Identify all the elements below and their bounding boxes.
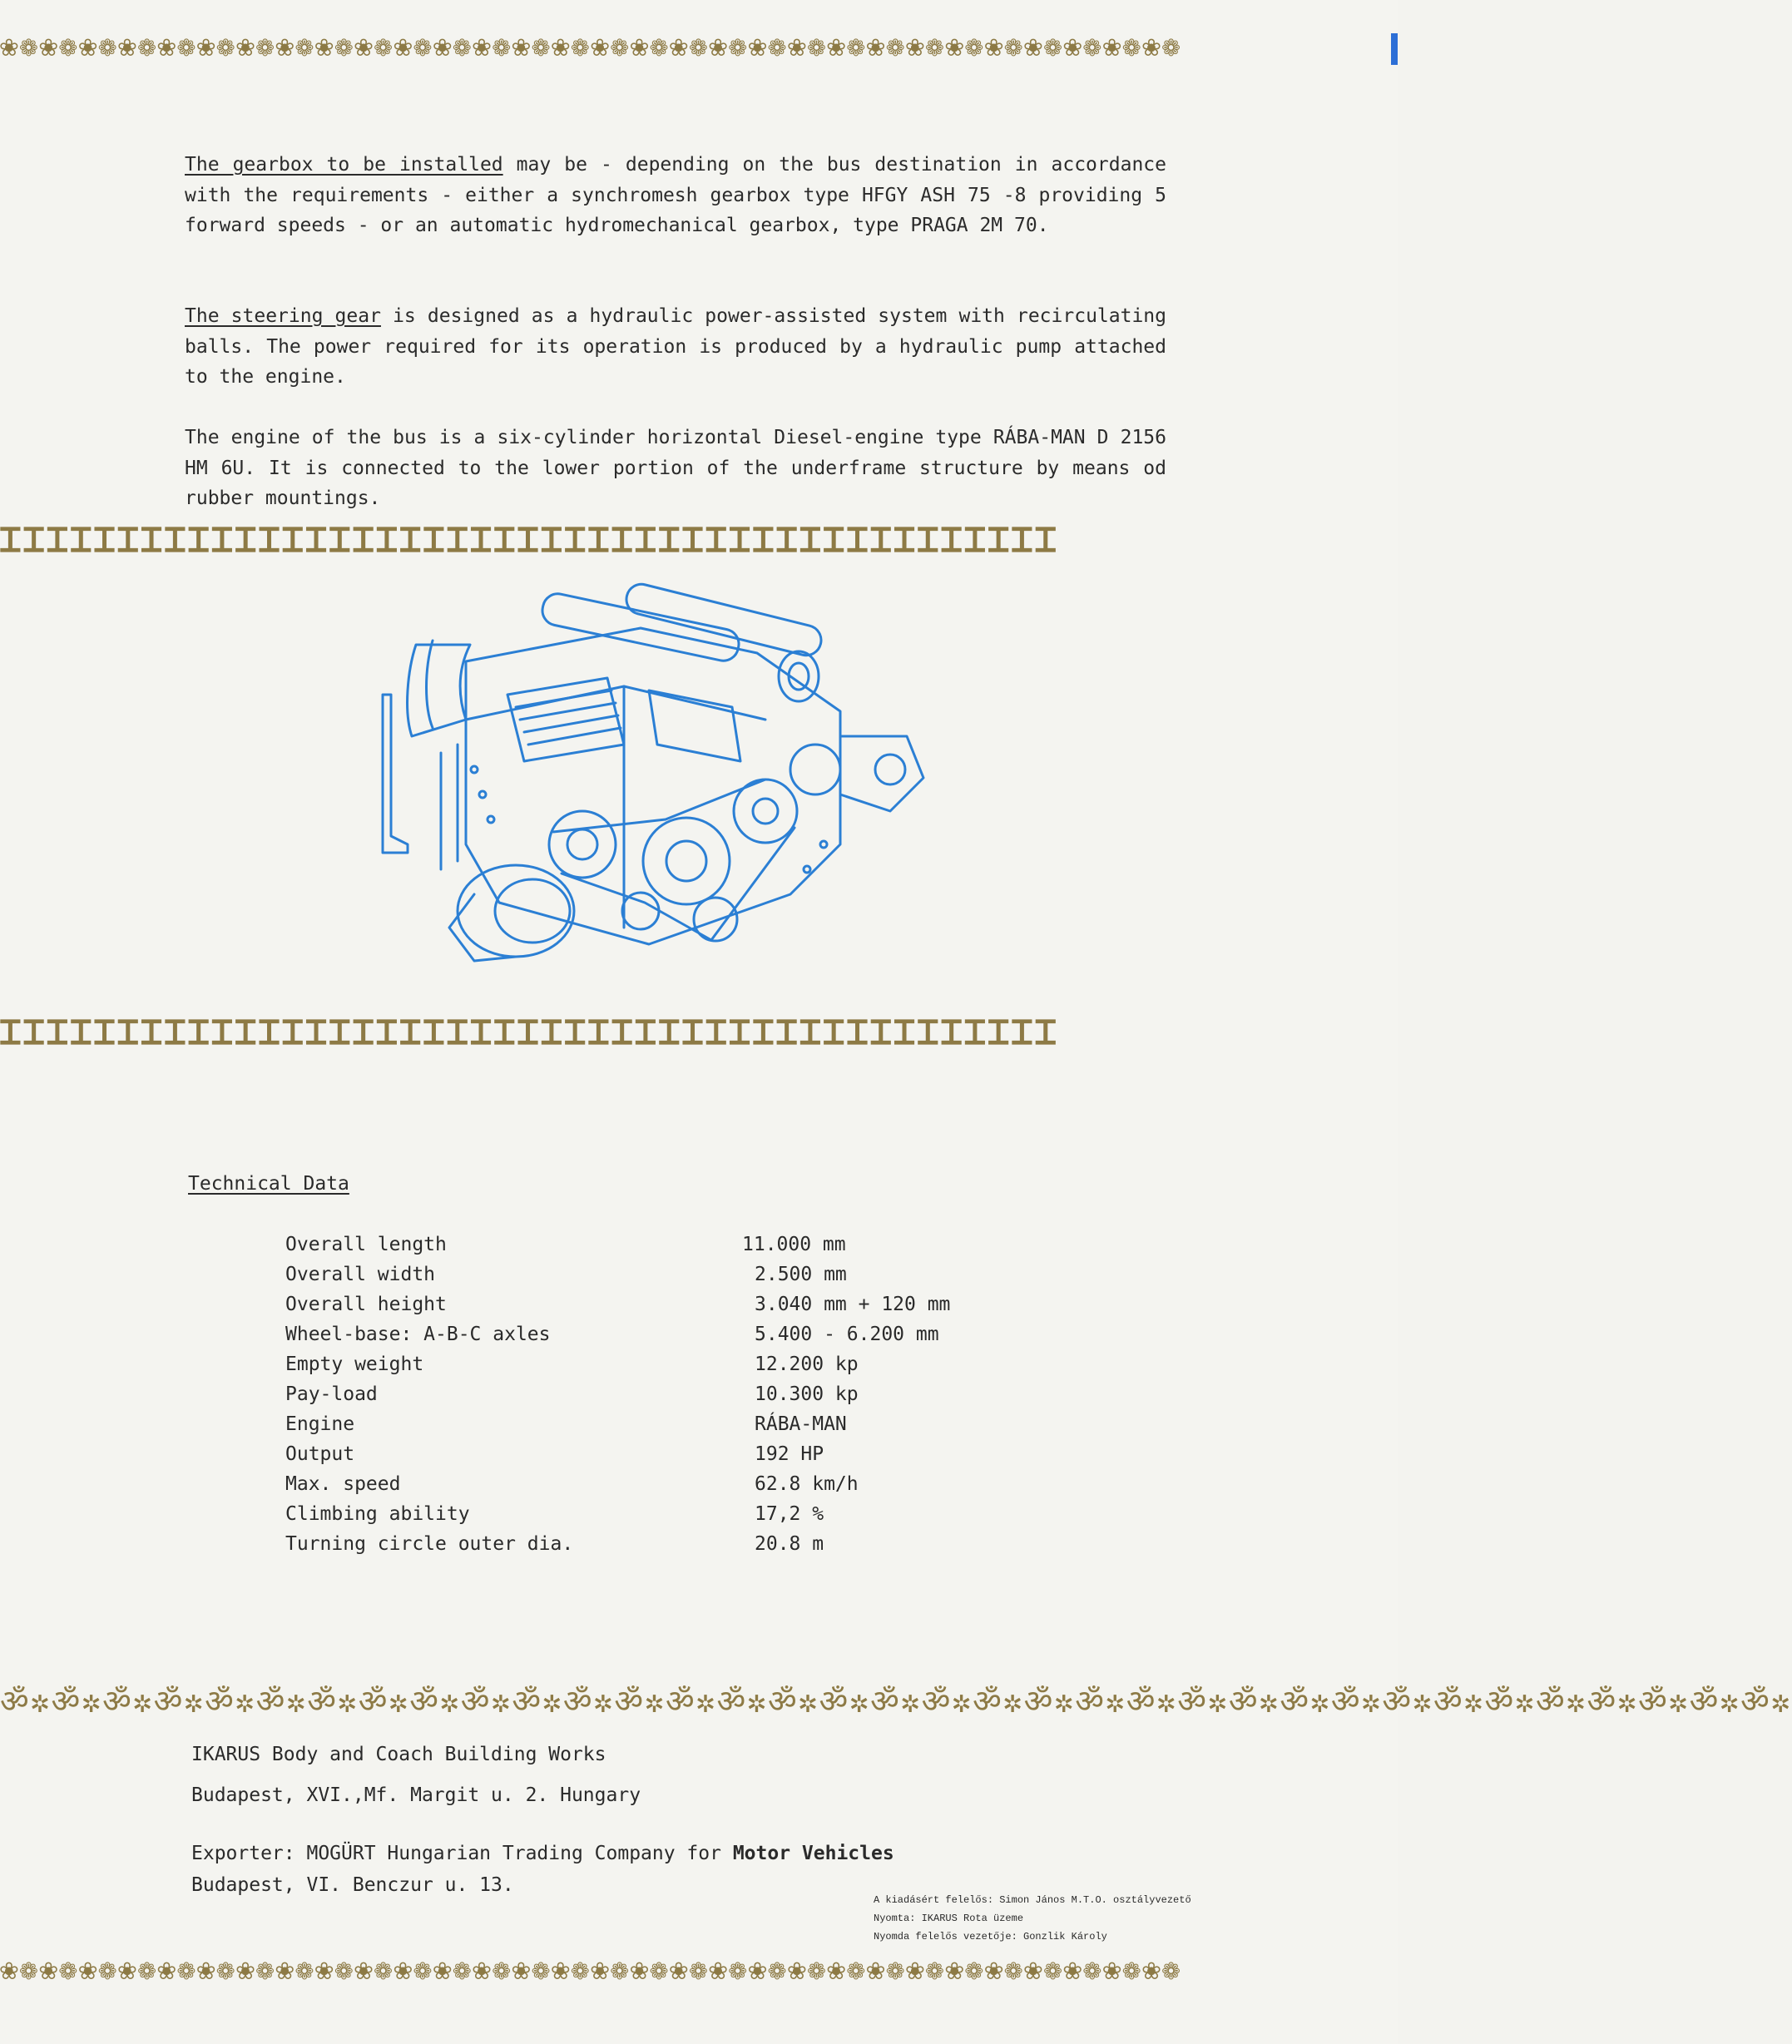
spec-row: Overall height 3.040 mm + 120 mm — [285, 1294, 951, 1315]
exporter-line — [191, 1843, 894, 1864]
spec-row: Overall length 11.000 mm — [285, 1234, 846, 1255]
company-address: Budapest, XVI.,Mf. Margit u. 2. Hungary — [191, 1784, 641, 1806]
imprint-manager: Nyomda felelős vezetője: Gonzlik Károly — [874, 1931, 1107, 1943]
ornament-border-bottom: ❀❁❀❁❀❁❀❁❀❁❀❁❀❁❀❁❀❁❀❁❀❁❀❁❀❁❀❁❀❁❀❁❀❁❀❁❀❁❀❁❀❁❀❁❀❁❀❁❀❁❀❁❀❁❀❁❀❁❀❁ — [0, 1952, 1182, 1987]
spec-row: Wheel-base: A-B-C axles 5.400 - 6.200 mm — [285, 1324, 939, 1345]
ornament-border-lower: ᏆᏆᏆᏆᏆᏆᏆᏆᏆᏆᏆᏆᏆᏆᏆᏆᏆᏆᏆᏆᏆᏆᏆᏆᏆᏆᏆᏆᏆᏆᏆᏆᏆᏆᏆᏆᏆᏆᏆᏆᏆᏆᏆᏆᏆ — [0, 1014, 1059, 1052]
spec-row: Overall width 2.500 mm — [285, 1264, 847, 1285]
steering-text: is designed as a hydraulic power-assisted system with recirculating balls. The power required for its operation is produced by a hydraulic pump attached to the engine. — [185, 305, 1167, 388]
exporter-text: Exporter: MOGÜRT Hungarian Trading Company for — [191, 1843, 733, 1864]
paragraph-engine: The engine of the bus is a six-cylinder horizontal Diesel-engine type RÁBA-MAN D 2156 HM 6U. It is connected to the lower portion of the underframe structure by means od rubber mountings. — [185, 427, 1166, 509]
imprint-printer: Nyomta: IKARUS Rota üzeme — [874, 1913, 1024, 1924]
technical-data-heading: Technical Data — [188, 1173, 349, 1195]
spec-row: Engine RÁBA-MAN — [285, 1413, 847, 1435]
steering-lead: The steering gear — [185, 305, 381, 327]
paragraph-gearbox — [185, 150, 1166, 241]
spec-row: Empty weight 12.200 kp — [285, 1354, 859, 1375]
spec-row: Max. speed 62.8 km/h — [285, 1473, 859, 1495]
gearbox-lead: The gearbox to be installed — [185, 154, 503, 176]
gearbox-text: may be - depending on the bus destination in accordance with the requirements - either a synchromesh gearbox type HFGY ASH 75 -8 providing 5 forward speeds - or an automatic hydromechanical gearbox, type PRAGA 2M 70. — [185, 154, 1166, 236]
imprint-publisher: A kiadásért felelős: Simon János M.T.O. osztályvezető — [874, 1894, 1191, 1906]
exporter-bold: Motor Vehicles — [732, 1843, 894, 1864]
company-name: IKARUS Body and Coach Building Works — [191, 1744, 606, 1765]
exporter-address: Budapest, VI. Benczur u. 13. — [191, 1874, 514, 1896]
engine-illustration — [374, 595, 932, 977]
ornament-border-upper: ᏆᏆᏆᏆᏆᏆᏆᏆᏆᏆᏆᏆᏆᏆᏆᏆᏆᏆᏆᏆᏆᏆᏆᏆᏆᏆᏆᏆᏆᏆᏆᏆᏆᏆᏆᏆᏆᏆᏆᏆᏆᏆᏆᏆᏆ — [0, 522, 1059, 560]
spec-row: Turning circle outer dia. 20.8 m — [285, 1533, 824, 1555]
ornament-border-footer: ॐ✲ॐ✲ॐ✲ॐ✲ॐ✲ॐ✲ॐ✲ॐ✲ॐ✲ॐ✲ॐ✲ॐ✲ॐ✲ॐ✲ॐ✲ॐ✲ॐ✲ॐ✲ॐ✲ॐ✲ॐ✲ॐ✲ॐ✲ॐ✲ॐ✲ॐ✲ॐ✲ॐ✲ॐ✲ॐ✲ॐ✲ॐ✲ॐ✲ॐ✲ॐ✲ — [0, 1683, 1792, 1720]
spec-row: Pay-load 10.300 kp — [285, 1383, 859, 1405]
spec-row: Output 192 HP — [285, 1443, 824, 1465]
paragraph-steering — [185, 301, 1166, 393]
ornament-border-top: ❀❁❀❁❀❁❀❁❀❁❀❁❀❁❀❁❀❁❀❁❀❁❀❁❀❁❀❁❀❁❀❁❀❁❀❁❀❁❀❁❀❁❀❁❀❁❀❁❀❁❀❁❀❁❀❁❀❁❀❁ — [0, 29, 1182, 63]
spec-row: Climbing ability 17,2 % — [285, 1503, 824, 1525]
